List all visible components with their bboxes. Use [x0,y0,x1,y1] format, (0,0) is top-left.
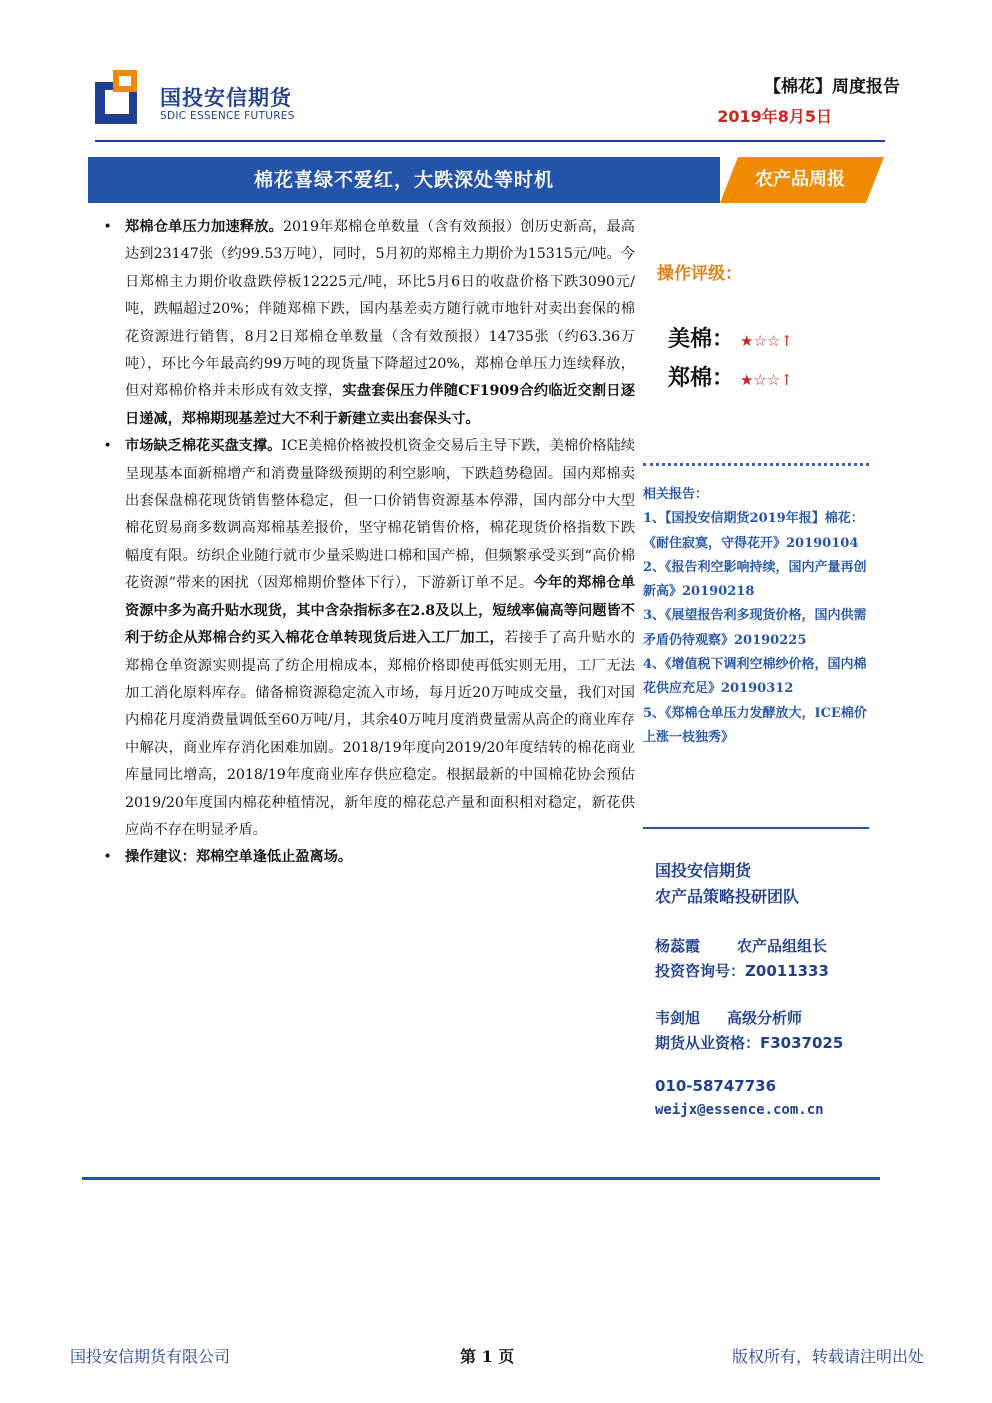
paragraph-body-tail: 若接手了高升贴水的郑棉仓单资源实则提高了纺企用棉成本，郑棉价格即使再低实则无用，工厂无法加工消化原料库存。储备棉资源稳定流入市场，每月近20万吨成交量，我们对国内棉花月度消费量调低至60万吨/月，其余40万吨月度消费量需从高企的商业库存中解决，商业库存消化困难加剧。2018/19年度向2019/20年度结转的棉花商业库量同比增高，2018/19年度商业库存供应稳定。根据最新的中国棉花协会预估2019/20年度国内棉花种植情况，新年度的棉花总产量和面积相对稳定，新花供应尚不存在明显矛盾。 [125,630,635,838]
analyst1-title: 农产品组组长 [737,937,828,955]
report-title: 棉花喜绿不爱红，大跌深处等时机 [253,169,554,191]
rating-title: 操作评级： [657,264,742,284]
related-report-link[interactable]: 3、《展望报告利多现货价格，国内供需矛盾仍待观察》20190225 [643,608,867,648]
contact-phone: 010-58747736 [655,1077,777,1095]
team-description: 农产品策略投研团队 [655,887,800,906]
rating-stars-icon: ★☆☆↑ [740,332,793,350]
paragraph-lead: 市场缺乏棉花买盘支撑。 [125,438,282,455]
footer-copyright: 版权所有，转载请注明出处 [731,1347,924,1366]
paragraph-market-demand [100,433,635,844]
paragraph-advice [100,844,635,871]
team-block [655,858,799,910]
company-name-cn: 国投安信期货 [160,86,292,110]
related-report-link[interactable]: 4、《增值税下调利空棉纱价格，国内棉花供应充足》20190312 [643,657,867,697]
paragraph-lead: 郑棉仓单压力加速释放。 [125,219,283,235]
analyst1-row [655,935,827,956]
analyst2-row [655,1007,802,1028]
related-report-link[interactable]: 5、《郑棉仓单压力发酵放大，ICE棉价上涨一枝独秀》 [643,705,867,745]
bullet-icon: • [103,219,112,235]
paragraph-emphasis: 今年的郑棉仓单资源中多为高升贴水现货，其中含杂指标多在2.8及以上，短绒率偏高等问题皆不利于纺企从郑棉合约买入棉花仓单转现货后进入工厂加工， [125,575,635,647]
page-number: 第 1 页 [460,1347,515,1366]
related-reports-title: 相关报告： [643,487,709,502]
rating-label: 郑棉： [668,365,735,391]
rating-us-cotton [668,322,793,353]
rating-label: 美棉： [668,326,735,352]
footer-company: 国投安信期货有限公司 [70,1347,231,1366]
company-name-en: SDIC ESSENCE FUTURES [160,110,295,122]
report-category: 农产品周报 [755,169,845,190]
related-report-link[interactable]: 1、【国投安信期货2019年报】棉花：《耐住寂寞，守得花开》20190104 [643,511,864,551]
rating-stars-icon: ★☆☆↑ [740,371,793,389]
analyst2-name: 韦剑旭 [655,1009,701,1027]
report-date: 2019年8月5日 [717,107,832,126]
content-bottom-divider [82,1177,880,1180]
paragraph-warehouse-pressure [100,214,635,433]
sidebar-dotted-divider [643,463,869,466]
contact-email[interactable]: weijx@essence.com.cn [655,1102,824,1118]
paragraph-body: ICE美棉价格被投机资金交易后主导下跌，美棉价格陆续呈现基本面新棉增产和消费量降级预期的利空影响，下跌趋势稳固。国内郑棉卖出套保盘棉花现货销售整体稳定，但一口价销售资源基本停滞，国内部分中大型棉花贸易商多数调高郑棉基差报价，坚守棉花销售价格，棉花现货价格指数下跌幅度有限。纺织企业随行就市少量采购进口棉和国产棉，但频繁承受买到“高价棉花资源”带来的困扰（因郑棉期价整体下行），下游新订单不足。 [125,438,635,592]
bullet-icon: • [103,438,112,455]
bullet-icon: • [103,849,112,866]
analyst2-title: 高级分析师 [727,1009,803,1027]
paragraph-body: 2019年郑棉仓单数量（含有效预报）创历史新高，最高达到23147张（约99.53万吨），同时，5月初的郑棉主力期价为15315元/吨。今日郑棉主力期价收盘跌停板12225元/吨，环比5月6日的收盘价格下跌3090元/吨，跌幅超过20%；伴随郑棉下跌，国内基差卖方随行就市地针对卖出套保的棉花资源进行销售，8月2日郑棉仓单数量（含有效预报）14735张（约63.36万吨），环比今年最高约99万吨的现货量下降超过20%，郑棉仓单压力连续释放，但对郑棉价格并未形成有效支撑， [125,219,635,400]
related-reports [643,483,869,750]
related-report-link[interactable]: 2、《报告利空影响持续，国内产量再创新高》20190218 [643,559,867,600]
paragraph-emphasis: 实盘套保压力伴随CF1909合约临近交割日逐日递减，郑棉期现基差过大不利于新建立卖出套保头寸。 [125,383,635,427]
rating-zhengzhou-cotton [668,361,793,392]
main-content [100,214,635,872]
sidebar-divider [643,827,869,829]
analyst1-name: 杨蕊霞 [655,937,701,955]
operation-advice: 操作建议：郑棉空单逢低止盈离场。 [125,849,353,866]
team-company: 国投安信期货 [655,861,752,880]
company-logo-icon [95,70,151,126]
analyst1-cert: 投资咨询号：Z0011333 [655,962,829,980]
header-divider [95,140,885,142]
report-type: 【棉花】周度报告 [764,77,900,97]
analyst2-cert: 期货从业资格：F3037025 [655,1034,844,1052]
